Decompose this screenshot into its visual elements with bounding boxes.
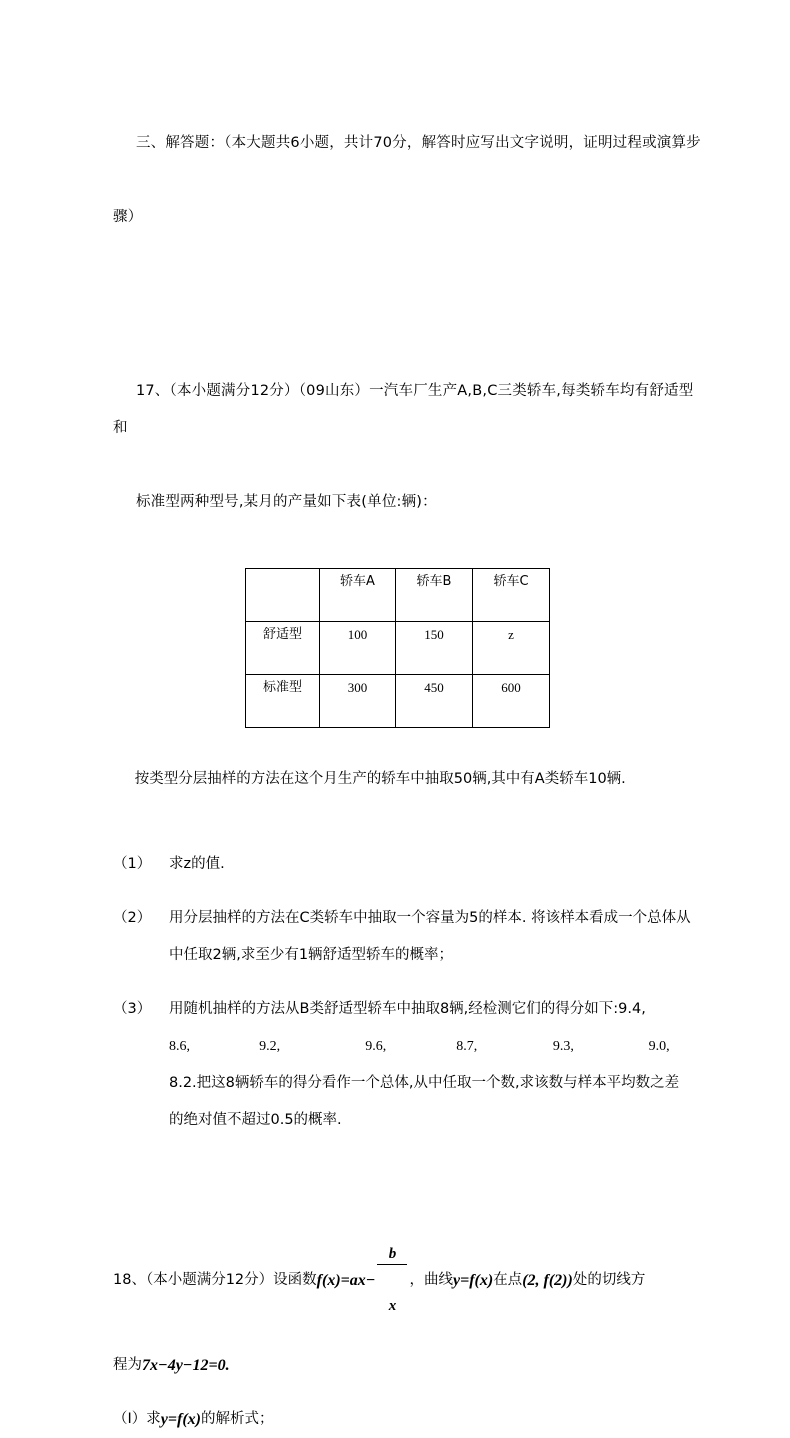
table-row [246, 675, 550, 728]
part-1-math-fx: f(x) [177, 1410, 201, 1428]
fraction-b-over-x [377, 1214, 407, 1347]
math-y: y [452, 1271, 461, 1289]
question-18-after-curve: 在点 [493, 1271, 523, 1288]
spacer [113, 1197, 705, 1214]
question-18-tail-text: 处的切线方 [572, 1271, 646, 1288]
score-value: 9.2, [259, 1039, 281, 1054]
spacer [113, 829, 705, 846]
fraction-denominator: x [388, 1297, 397, 1314]
math-tangent-equation: 7x−4y−12=0. [142, 1356, 230, 1374]
table-cell: 100 [320, 622, 396, 675]
spacer [113, 1384, 705, 1401]
section-heading [113, 88, 705, 310]
question-18-line2 [113, 1347, 705, 1384]
spacer [113, 310, 705, 336]
table-cell: z [473, 622, 550, 675]
subquestion-2-text-line2: 中任取2辆,求至少有1辆舒适型轿车的概率； [169, 947, 454, 963]
math-minus: − [365, 1271, 376, 1289]
subquestion-3-tail-line1: 8.2.把这8辆轿车的得分看作一个总体,从中任取一个数,求该数与样本平均数之差 [169, 1075, 680, 1091]
table-header-row [246, 569, 550, 622]
subquestion-2-text-line1: 用分层抽样的方法在C类轿车中抽取一个容量为5的样本. 将该样本看成一个总体从 [169, 910, 691, 926]
section-heading-line2: 骤） [113, 209, 143, 225]
table-cell: 150 [396, 622, 473, 675]
question-17-after-table: 按类型分层抽样的方法在这个月生产的轿车中抽取50辆,其中有A类轿车10辆. [134, 771, 626, 787]
table-column-header: 轿车B [396, 569, 473, 622]
score-value: 9.3, [552, 1039, 574, 1054]
question-18-part-1 [113, 1401, 705, 1438]
math-fx-2: f(x) [469, 1271, 494, 1289]
part-1-prefix: （Ⅰ）求 [113, 1410, 161, 1427]
score-value: 9.0, [648, 1039, 670, 1054]
question-17-stem-line2: 标准型两种型号,某月的产量如下表(单位:辆)： [135, 494, 437, 510]
spacer [113, 974, 705, 991]
fraction-numerator: b [377, 1246, 407, 1264]
score-values-row [169, 1028, 705, 1065]
table-row [246, 622, 550, 675]
subquestion-3-marker: （3） [113, 1001, 152, 1017]
question-17-stem-line1: 17、（本小题满分12分）（09山东）一汽车厂生产A,B,C三类轿车,每类轿车均有舒适型和 [113, 383, 694, 436]
production-table [245, 568, 550, 728]
subquestion-1-text: 求z的值. [169, 856, 225, 872]
math-ax: ax [349, 1271, 366, 1289]
part-1-suffix: 的解析式； [201, 1410, 274, 1427]
spacer [113, 1139, 705, 1197]
question-18-stem [113, 1214, 705, 1347]
score-value: 9.6, [365, 1039, 387, 1054]
score-value: 8.7, [456, 1039, 478, 1054]
question-17-stem [113, 336, 705, 558]
table-cell: 300 [320, 675, 396, 728]
subquestion-2-marker: （2） [113, 910, 152, 926]
question-18-mid-text: ，曲线 [409, 1271, 453, 1288]
subquestion-2 [113, 900, 705, 937]
math-point: (2, f(2)) [522, 1271, 573, 1289]
table-row-header: 标准型 [246, 675, 320, 728]
subquestion-3-text-line1: 用随机抽样的方法从B类舒适型轿车中抽取8辆,经检测它们的得分如下:9.4, [169, 1001, 646, 1017]
part-1-math-y: y [160, 1410, 168, 1428]
table-cell: 450 [396, 675, 473, 728]
table-column-header: 轿车A [320, 569, 396, 622]
math-equals: = [340, 1271, 350, 1289]
table-cell: 600 [473, 675, 550, 728]
production-table-wrapper [113, 568, 705, 728]
question-18-line2-prefix: 程为 [113, 1356, 142, 1373]
subquestion-3 [113, 991, 705, 1028]
subquestion-3-tail-line2: 的绝对值不超过0.5的概率. [169, 1112, 342, 1128]
table-column-header: 轿车C [473, 569, 550, 622]
section-heading-line1: 三、解答题：（本大题共6小题，共计70分，解答时应写出文字说明，证明过程或演算步 [135, 135, 701, 151]
page-content [113, 88, 705, 1438]
question-18-stem-prefix: 18、（本小题满分12分）设函数 [113, 1271, 317, 1288]
part-1-math-equals: = [167, 1410, 178, 1428]
table-row-header: 舒适型 [246, 622, 320, 675]
math-equals-2: = [460, 1271, 470, 1289]
math-fx: f(x) [316, 1271, 341, 1289]
spacer [113, 883, 705, 900]
score-value: 8.6, [169, 1039, 190, 1054]
subquestion-1-marker: （1） [113, 856, 152, 872]
table-corner-cell [246, 569, 320, 622]
subquestion-1 [113, 846, 705, 883]
